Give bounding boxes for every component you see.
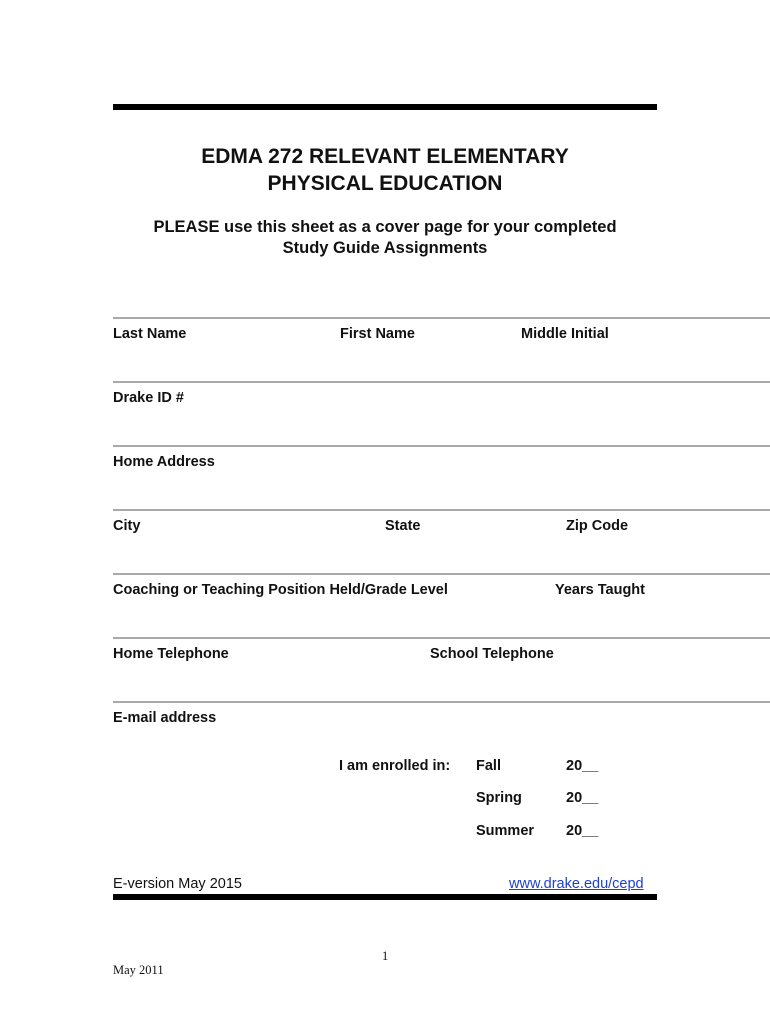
divider [113,445,770,447]
zip-code-label: Zip Code [566,518,629,534]
term-spring-year: 20__ [566,790,599,806]
term-fall: Fall [476,758,501,774]
school-telephone-label: School Telephone [430,646,554,662]
divider [113,701,770,703]
instruction-line-1: PLEASE use this sheet as a cover page for your completed [153,218,617,236]
home-address-label: Home Address [113,454,215,470]
divider [113,637,770,639]
version-note: E-version May 2015 [113,876,242,892]
home-telephone-label: Home Telephone [113,646,229,662]
drake-id-label: Drake ID # [113,390,184,406]
term-spring: Spring [476,790,522,806]
bottom-rule [113,894,657,900]
last-name-label: Last Name [113,326,187,342]
divider [113,509,770,511]
state-label: State [385,518,421,534]
term-summer-year: 20__ [566,823,599,839]
position-label: Coaching or Teaching Position Held/Grade Level [113,582,448,598]
middle-initial-label: Middle Initial [521,326,609,342]
email-label: E-mail address [113,710,217,726]
page-title-line-2: PHYSICAL EDUCATION [267,172,503,195]
enrolled-label: I am enrolled in: [339,758,451,774]
page-title-line-1: EDMA 272 RELEVANT ELEMENTARY [201,145,569,168]
divider [113,317,770,319]
instruction-line-2: Study Guide Assignments [282,239,488,257]
term-fall-year: 20__ [566,758,599,774]
divider [113,573,770,575]
page-number: 1 [382,949,389,963]
divider [113,381,770,383]
years-taught-label: Years Taught [555,582,645,598]
top-rule [113,104,657,110]
term-summer: Summer [476,823,535,839]
first-name-label: First Name [340,326,415,342]
city-label: City [113,518,141,534]
cepd-link[interactable]: www.drake.edu/cepd [509,876,644,892]
footer-date: May 2011 [113,963,164,977]
